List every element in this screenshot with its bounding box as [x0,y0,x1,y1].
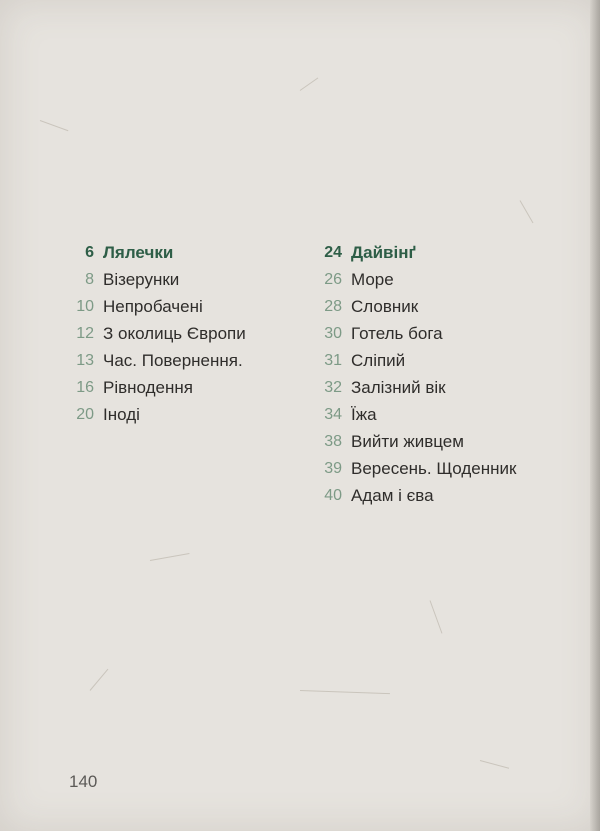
toc-page-number: 30 [324,325,342,342]
toc-page-number: 20 [76,406,94,423]
paper-fiber [150,553,190,561]
toc-page-number: 8 [85,271,94,288]
paper-fiber [520,200,534,223]
paper-fiber [300,690,390,694]
toc-page-number: 40 [324,487,342,504]
page-number: 140 [69,772,98,791]
toc-page-number: 28 [324,298,342,315]
toc-title: Сліпий [351,351,406,370]
toc-page-number: 24 [324,244,342,261]
toc-title: Лялечки [103,243,174,262]
toc-title: Вийти живцем [351,432,464,451]
toc-page-number: 34 [324,406,342,423]
toc-page-number: 13 [76,352,94,369]
toc-title: Словник [351,297,419,316]
paper-fiber [40,120,69,131]
toc-title: Залізний вік [351,378,446,397]
paper-fiber [90,669,109,691]
toc-page-number: 32 [324,379,342,396]
toc-page-number: 26 [324,271,342,288]
toc-page-number: 10 [76,298,94,315]
toc-page-number: 16 [76,379,94,396]
toc-title: Море [351,270,394,289]
toc-title: Адам і єва [351,486,434,505]
toc-title: Їжа [351,405,377,424]
toc-title: Дайвінґ [351,243,417,262]
paper-fiber [430,600,443,633]
paper-fiber [480,760,509,769]
toc-page-number: 39 [324,460,342,477]
paper-fiber [300,77,319,90]
toc-page-number: 31 [324,352,342,369]
toc-title: Готель бога [351,324,443,343]
toc-title: Час. Повернення. [103,351,243,370]
toc-title: Іноді [103,405,140,424]
toc-page-number: 12 [76,325,94,342]
toc-title: Візерунки [103,270,180,289]
toc-title: Вересень. Щоденник [351,459,517,478]
toc-title: Рівнодення [103,378,193,397]
toc-title: Непробачені [103,297,203,316]
page-spine-shadow [590,0,600,831]
toc-page-number: 38 [324,433,342,450]
toc-title: З околиць Європи [103,324,246,343]
toc-page-number: 6 [85,244,94,261]
